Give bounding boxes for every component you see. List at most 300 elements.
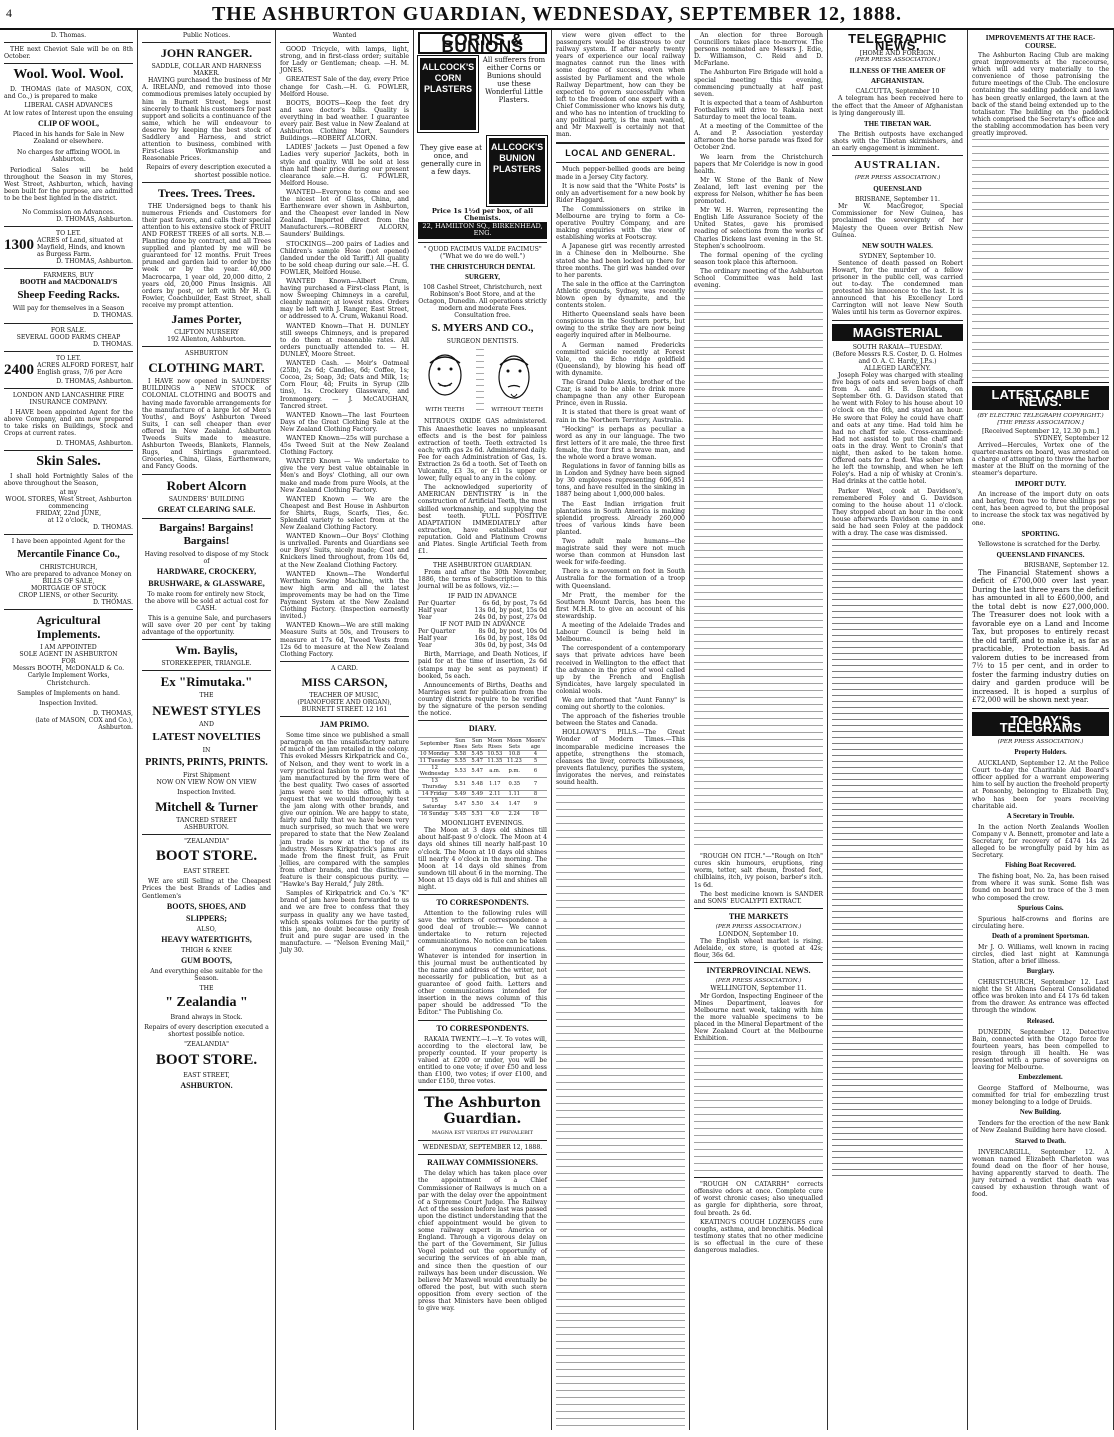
wanted-ad: WANTED Cash. — Moir's Oatmeal (25lb), 2s 6d; Candles, 6d; Coffee, 1s; Cocoa, 2s; Soap, 3d; Oats and Milk, 1s; Corn Flour, 4d; Fruits in Syrup (2lb tins), 1s. Crockery Glassware, and Ironmongery. — J. McCAUGHAN, Tancred street. (280, 360, 409, 410)
body-text-lines (972, 139, 1109, 379)
news-paragraph: It is now said that the "White Posts" is only an advertisement for a new book by Rider Haggard. (556, 182, 685, 204)
signature: D. THOMAS, Ashburton. (56, 215, 133, 223)
inspection-invited: Inspection Invited. (177, 788, 236, 796)
wool-text: D. THOMAS (late of MASON, COX, and Co.,) is prepared to make (4, 86, 133, 101)
saddle-maker: SADDLE, COLLAR AND HARNESS MAKER. (151, 63, 262, 78)
corns-ad (418, 56, 547, 134)
import-duty-heading: IMPORT DUTY. (1014, 480, 1067, 489)
col3-header: Wanted (332, 32, 357, 39)
correspondents-text: Attention to the following rules will save the writers of correspondence a good deal of trouble:— We cannot undertake to return rejected communications. No notice can be taken of anonymous communications. Whatever is intended for insertion in this journal must be authenticated by the name and address of the writer, not necessarily for publication, but as a guarantee of good faith. Letters and other communications intended for insertion in the news column of this paper should be addressed "To the Editor." The Publishing Co. (418, 910, 547, 1017)
news-paragraph: The sale in the office at the Carrington Athletic grounds, Sydney, was recently blown open by dynamite, and the contents stolen. (556, 280, 685, 310)
placed-text: Placed in his hands for Sale in New Zealand or elsewhere. (12, 130, 125, 145)
if-paid-advance: IF PAID IN ADVANCE (448, 592, 517, 600)
skin-sales-heading: Skin Sales. (36, 453, 101, 469)
saunders-building: SAUNDERS' BUILDING (168, 495, 245, 503)
for-sale-heading: FOR SALE. (50, 326, 87, 334)
myers-co: S. MYERS AND CO., (431, 322, 534, 335)
at-my: at my (59, 488, 78, 496)
the-2: THE (199, 985, 214, 993)
if-not-paid: IF NOT PAID IN ADVANCE (439, 620, 526, 628)
sydney-dateline: SYDNEY, September 12 (1034, 434, 1109, 442)
railway-text: The delay which has taken place over the appointment of a Chief Commissioner of Railways is much on a par with the delay over the appointment of a Supreme Court Judge. The Railway Act of the session before last was passed upon the distinct understanding that the chief appointment would be given to some railway expert in America or England. Through a vigorous delay on the part of the Government, Sir Julius Vogel pointed out the opportunity of securing the services of an able man, and since then the question of our railways has been under discussion. We believe Mr Maxwell would eventually be offered the post, but with such stern opposition from every section of the press that Ministers have been obliged to give way. (418, 1170, 547, 1313)
interest-text: At low rates of Interest upon the ensuing (4, 109, 133, 117)
great-clearing-sale: GREAT CLEARING SALE. (157, 504, 256, 514)
signature: D. THOMAS, Ashburton. (56, 377, 133, 385)
hardware-crockery: HARDWARE, CROCKERY, (156, 566, 257, 576)
thigh-knee: THIGH & KNEE (181, 946, 232, 954)
periodical-sales-text: Periodical Sales will be held throughout the Season in my Stores, West Street, Ashburton, which, having been built for the purpose, are admitted to be the best lighted in the district. (4, 167, 133, 203)
larceny-text-2: Parker West, cook at Davidson's, remembered Foley and G. Davidson coming to the house about 11 o'clock. They stopped about an hour in the cook house afterwards Davidson came in and said he had seen Foley at the paddock with a dray. The case was dismissed. (832, 487, 963, 538)
now-on-view: NOW ON VIEW NOW ON VIEW (156, 778, 257, 786)
bargains-heading: Bargains! Bargains! Bargains! (159, 521, 254, 547)
repairs-notice: Repairs of every description executed a shortest possible notice. (144, 1024, 269, 1039)
wanted-ads-list (280, 46, 409, 658)
london-dateline: LONDON, September 10. (718, 930, 799, 938)
they-give-ease: They give ease at once, and generally cure in a few days. (420, 144, 482, 177)
rate-row: Half year 13s 0d, by post, 15s 0d (418, 606, 547, 614)
home-foreign: [HOME AND FOREIGN. (859, 50, 936, 58)
news-paragraph: It is expected that a team of Ashburton Footballers will drive to Rakaia next Saturday to meet the local team. (694, 99, 823, 122)
fishing-boat-heading: Fishing Boat Recovered. (1005, 862, 1076, 870)
latest-cable-heading: LATEST CABLE NEWS. (972, 386, 1109, 410)
insurance-agent-text: I HAVE been appointed Agent for the above Company, and am now prepared to take risks on Buildings, Stock and Crops at current rates. (4, 409, 133, 438)
everything-text: And everything else suitable for the Season. (150, 967, 263, 982)
masthead (0, 0, 1114, 30)
without-teeth-caption: WITHOUT TEETH (491, 407, 544, 414)
burglary-text: CHRISTCHURCH, September 12. Last night the St Albans General Consolidated office was broken into and £4 17s 6d taken from the drawer. As entrance was effected through the window. (972, 979, 1109, 1015)
subscription-text: From and after the 30th November, 1886, the terms of Subscription to this journal will be as follows, viz.:— (418, 569, 547, 591)
wanted-ad: WANTED Known—The last Fourteen Days of the Great Clothing Sale at the New Zealand Clothing Factory. (280, 411, 409, 433)
news-paragraph: The best medicine known is SANDER and SONS' EUCALYPTI EXTRACT. (694, 890, 823, 905)
the-label: THE (199, 692, 214, 700)
signature: D. THOMAS, Ashburton. (56, 258, 133, 266)
acres-2400-number: 2400 (4, 361, 34, 378)
rates-advance (418, 600, 547, 621)
jam-text: Some time since we published a small paragraph on the unsatisfactory nature of much of the jam retailed in the colony. This evoked Messrs Kirkpatrick and Co., of Nelson, and they went to work in a very practical fashion to prove that the jam manufactured by the firm were of the best quality. Two cases of assorted jams were sent to this office, with a request that we would thoroughly test the jam along with other brands, and give our opinion. We are happy to state, fairly and fully that we have been very much surprised, so much that we were prepared to state that the New Zealand jam trade is now at the top of its industry. Messrs Kirkpatrick's jams are made from the finest fruit, as Fruit Jellies, are compared with the samples from other brands, and the distinctive feature is their conspicuous purity. — "Hawke's Bay Herald," July 28th. (280, 732, 409, 889)
genuine-text: This is a genuine Sale, and purchasers will save over 20 per cent by taking advantage of the opportunity. (142, 615, 271, 637)
brand-in-stock: Brand always in Stock. (170, 1014, 243, 1022)
signature: D. THOMAS. (92, 598, 133, 606)
per-press: (PER PRESS ASSOCIATION.) (997, 739, 1084, 745)
christchurch: CHRISTCHURCH, (39, 563, 98, 571)
released-text: DUNEDIN, September 12. Detective Bain, connected with the Otago force for fourteen years, has been compelled to resign through ill health. He was presented with a purse of sovereigns on leaving for Melbourne. (972, 1028, 1109, 1071)
news-paragraph: Much pepper-bellied goods are being made in a Jersey City factory. (556, 166, 685, 181)
face-without-teeth-icon (491, 349, 537, 407)
ex-rimutaka: Ex "Rimutaka." (160, 674, 253, 690)
moonlight-heading: MOONLIGHT EVENINGS. (441, 820, 524, 828)
room-text: To make room for entirely new Stock, the above will be sold at actual cost for CASH. (144, 590, 269, 612)
news-paragraph: "ROUGH ON ITCH."—"Rough on Itch" cures skin humours, eruptions, ring worm, tetter, salt rheum, frosted feet, chilblains, itch, ivy poison, barber's itch. 1s 6d. (694, 853, 823, 889)
repairs-text: Repairs of every description executed a shortest possible notice. (146, 164, 271, 179)
advance-money: Who are prepared to advance Money on (5, 570, 132, 578)
brisbane-text: Mr W. MacGregor, Special Commissioner for New Guinea, has proclaimed the sovereignty of her Majesty the Queen over British New Guinea. (832, 203, 963, 239)
wanted-ad: WANTED Known—Our Boys' Clothing is unrivalled. Parents and Guardians see our Boys' Suits, nicely made; Coat and Knickers lined throughout, from 10s 6d, at the New Zealand Clothing Factory. (280, 533, 409, 569)
teeth-illustration (418, 349, 547, 414)
local-paragraphs (556, 166, 685, 786)
christchurch-2: Christchurch. (46, 679, 91, 687)
starved-heading: Starved to Death. (1015, 1137, 1066, 1145)
wool-heading: Wool. Wool. Wool. (13, 67, 124, 83)
page-number: 4 (6, 6, 12, 20)
sydney-text: Arrived—Hercules, Vortex one of the quarter-masters on board, was arrested on a charge of attempting to throw the harbor master at the Bluff on the morning of the steamer's departure. (972, 441, 1109, 478)
james-porter: James Porter, (171, 312, 242, 326)
signature: D. THOMAS. (92, 340, 133, 348)
motto: MAGNA EST VERITAS ET PREVALEBIT (431, 1130, 534, 1137)
received-time: [Received September 12, 12.30 p.m.] (981, 427, 1099, 435)
ranger-text: HAVING purchased the business of Mr A. IRELAND, and removed into those commodious premises lately occupied by him in Burnett Street, begs most sincerely to thank his customers for past support and solicits a continuance of the same, which he will endeavour to deserve by keeping the best stock of Saddlery and Harness, and strict attention to business, combined with First-class Workmanship and Reasonable Prices. (142, 77, 271, 163)
death-text: Mr J. O. Williams, well known in racing circles, died last night at Kamnunga Station, after a brief illness. (972, 943, 1109, 965)
to-let-heading-2: TO LET. (56, 354, 81, 362)
markets-sub: (PER PRESS ASSOCIATION.) (715, 923, 802, 930)
also-label: ALSO, (196, 925, 217, 933)
keatings-lozenges: KEATING'S COUGH LOZENGES cure coughs, asthma, and bronchitis. Medical testimony states that no other medicine is so effectual in the cure of these dangerous maladies. (694, 1218, 823, 1254)
quod-facimus: " QUOD FACIMUS VALDE FACIMUS" ("What we do we do well.") (423, 245, 542, 260)
interprovincial-text: Mr Gordon, Inspecting Engineer of the Mines Department, leaves for Melbourne next week, taking with him the more valuable specimens to be placed in the Mineral Department of the New Zealand Court at the Melbourne Exhibition. (694, 992, 823, 1043)
wanted-ad: BOOTS, BOOTS—Keep the feet dry and save doctor's bills. Quality is everything in bad weather. I guarantee every pair. Best value in New Zealand at Ashburton Clothing Mart, Saunders Buildings.—ROBERT ALCORN. (280, 99, 409, 143)
nitrous-oxide-text: NITROUS OXIDE GAS administered. This Anaesthetic leaves no unpleasant effects and is the best for painless extraction of teeth. Teeth extracted 1s each; with gas 2s 6d. Administered daily. Fee for each Administration of Gas, 1s. Extraction 2s 6d a tooth. Set of Teeth on Vulcanite, £3 3s, or £1 1s upper or lower, fully equal to any in the colony. (418, 418, 547, 483)
booth-mcdonald: Messrs BOOTH, McDONALD & Co. (12, 665, 125, 673)
news-paragraph: The ordinary meeting of the Ashburton School Committee was held last evening. (694, 267, 823, 290)
by-cable: (BY ELECTRIC TELEGRAPH COPYRIGHT.) (977, 413, 1104, 420)
skin-sales-text: I shall hold Fortnightly Sales of the above throughout the Season, (4, 472, 133, 487)
moonlight-text: The Moon at 3 days old shines till about half-past 9 o'clock. The Moon at 4 days old shines till nearly half-past 10 o'clock. The Moon at 10 days old shines till nearly 4 o'clock in the morning. The Moon at 14 days old shines from sundown till about 6 in the morning. The Moon at 15 days old is full and shines all night. (418, 827, 547, 891)
property-text: AUCKLAND, September 12. At the Police Court to-day the Charitable Aid Board's officer applied for a warrant empowering him to sell by auction the freehold property at Ponsonby, belonging to Elizabeth Day, who has been for years receiving charitable aid. (972, 760, 1109, 810)
plaster-price: Price 1s 1½d per box, of all Chemists. (431, 207, 534, 223)
signature-sub: (late of MASON, COX and Co.), Ashburton. (35, 716, 133, 731)
east-street: EAST STREET. (183, 868, 230, 876)
to-correspondents: TO CORRESPONDENTS. (436, 898, 529, 908)
surgeon-dentists: SURGEON DENTISTS. (446, 338, 519, 346)
wanted-ad: GOOD Tricycle, with lamps, light, strong, and in first-class order; suitable for Lady or Gentleman; cheap. —H. M. JONES. (280, 46, 409, 75)
signature: D. THOMAS. (92, 524, 133, 532)
and-label: AND (199, 720, 214, 728)
miss-carson: MISS CARSON, (301, 674, 388, 689)
spurious-text: Spurious half-crowns and florins are circulating here. (972, 915, 1109, 930)
acres-1300-ad (4, 237, 133, 258)
column-8 (968, 30, 1114, 1430)
signature: D. THOMAS, (92, 709, 133, 717)
london-lancashire: LONDON AND LANCASHIRE FIRE INSURANCE COMPANY. (12, 392, 125, 407)
rate-row: Year 24s 0d, by post, 27s 0d (418, 613, 547, 621)
dental-surgery: THE CHRISTCHURCH DENTAL SURGERY, (430, 262, 535, 281)
ashburton-2: ASHBURTON. (184, 824, 229, 832)
oclock: at 12 o'clock, (47, 517, 90, 525)
guardian-label: THE ASHBURTON GUARDIAN. (433, 562, 532, 570)
news-paragraph: We learn from the Christchurch papers that Mr Coleridge is now in good health. (694, 153, 823, 175)
acres-2400-ad (4, 362, 133, 378)
calcutta-text: A telegram has been received here to the effect that the Ameer of Afghanistan is lying dangerously ill. (832, 95, 963, 117)
heavy-watertights: HEAVY WATERTIGHTS, (161, 934, 252, 944)
for-label: FOR (61, 658, 76, 666)
tibetan-war-heading: THE TIBETAN WAR. (863, 119, 932, 128)
east-street-2: EAST STREET, (183, 1071, 230, 1079)
body-text-lines (832, 539, 963, 1179)
news-paragraph: There is a movement on foot in South Australia for the formation of a troop with Queensland. (556, 568, 685, 590)
racecourse-text: The Ashburton Racing Club are making great improvements at the racecourse, which will add very materially to the convenience of those patronising the future meetings of the Club. The enclosure containing the saddling paddock and lawn has been greatly enlarged, the lawn at the back of the stand being extended up to the totalisator. The building on the paddock which comprised the Secretary's office and the stabling accommodation has been very greatly improved. (972, 52, 1109, 138)
interprovincial-sub: (PER PRESS ASSOCIATION.) (715, 978, 802, 985)
trees-text: THE Undersigned begs to thank his numerous Friends and Customers for their past favors, and calls their special attention to his extensive stock of FRUIT AND FOREST TREES of all sorts. N.B.—Planting done by contract, and all Trees supplied and planted by me will be guaranteed for 12 months. Fruit Trees pruned and garden laid to order by the week or by the year. 40,000 Macrocarpa, 1 year old, 20,000 ditto, 2 years old, 20,000 Pinus Insignis. All orders by post, or left with Mr H. G. Fowler, Coachbuilder, East Street, shall receive my prompt attention. (142, 202, 271, 309)
qld-finances-heading: QUEENSLAND FINANCES. (996, 550, 1085, 559)
friday-date: FRIDAY, 22nd JUNE, (35, 510, 102, 518)
news-paragraph: The Ashburton Fire Brigade will hold a special meeting this evening, commencing punctually at half past seven. (694, 69, 823, 98)
table-row: 10 Monday 5.58 5.45 10.53 10.8 4 (418, 751, 547, 758)
news-paragraph: The formal opening of the cycling season took place this afternoon. (694, 251, 823, 266)
column-2 (138, 30, 276, 1430)
rate-row: Per Quarter 8s 0d, by post, 10s 0d (418, 628, 547, 636)
news-paragraph: The East Indian irrigation fruit plantations in South America is making splendid progress. Already 260,000 trees of various kinds have been planted. (556, 500, 685, 536)
i-am-appointed: I AM APPOINTED (40, 644, 97, 652)
bills-of-sale: BILLS OF SALE, (42, 577, 95, 585)
news-paragraph: HOLLOWAY'S PILLS.—The Great Wonder of Modern Times.—This incomparable medicine increases the appetite, strengthens the stomach, cleanses the liver, corrects biliousness, prevents flatulency, purifies the system, invigorates the nerves, and reinstates sound health. (556, 729, 685, 786)
embezzlement-text: George Stafford of Melbourne, was committed for trial for embezzling trust money belonging to a lodge of Druids. (972, 1085, 1109, 1107)
wanted-ad: WANTED Known—We are still making Measure Suits at 50s, and Trousers to measure at 17s 6d, Tweed Vests from 12s 6d to measure at the New Zealand Clothing Factory. (280, 622, 409, 658)
first-shipment: First Shipment (182, 771, 231, 779)
racecourse-heading: IMPROVEMENTS AT THE RACE-COURSE. (985, 34, 1096, 50)
body-text-lines (694, 1044, 823, 1174)
interprovincial-heading: INTERPROVINCIAL NEWS. (706, 966, 811, 976)
rates-not-advance (418, 628, 547, 649)
body-text-lines (556, 788, 685, 1430)
news-paragraph: Mr Pratt, the member for the Southern Mount Darcis, has been the first M.H.R. to give an account of his stewardship. (556, 591, 685, 620)
cheviot-sale-notice: THE next Cheviot Sale will be on 8th October. (4, 46, 133, 61)
news-paragraph: Mr W. H. Warren, representing the English Life Assurance Society of the United States, gave his promised reading of selections from the works of Charles Dickens last evening in the St. Stephen's schoolroom. (694, 207, 823, 250)
news-paragraph: Hitherto Queensland seals have been conspicuous in the Southern ports, but owing to the strike they are now being eagerly inquired after in Melbourne. (556, 311, 685, 340)
no-commission-text: No Commission on Advances. (22, 208, 115, 216)
zealandia-label-2: "ZEALANDIA" (184, 1041, 229, 1049)
inspection-invited: Inspection Invited. (39, 699, 98, 707)
wool-stores: WOOL STORES, West Street, Ashburton (5, 495, 132, 503)
ashburton-label: ASHBURTON (184, 350, 229, 358)
agricultural-implements: Agricultural Implements. (36, 613, 101, 642)
table-row: 13 Thursday 5.51 5.48 1.17 0.35 7 (418, 778, 547, 791)
ashburton-3: ASHBURTON. (180, 1080, 233, 1090)
rate-row: Half year 16s 0d, by post, 18s 0d (418, 635, 547, 643)
larceny-text: Joseph Foley was charged with stealing five bags of oats and seven bags of chaff from A. and H. B. Davidson, on September 6th. G. Davidson stated that he went with Foley to his house about 10 o'clock on the 6th, and stayed an hour. He swore that Foley he could have chaff and oats at any time. Had told him he had no chaff for sale. Cross-examined: Had not assisted to put the chaff and oats in the dray. Went to Cronin's that night, then asked to be taken home. Offered oats for a feed. Was sober when he left the township, and when he left Foley's. Had a nip of whisky at Cronin's. Had drinks at the cattle hotel. (832, 372, 963, 486)
wanted-ad: LADIES' Jackets — Just Opened a few Ladies very superior Jackets, both in style and quality. Will be sold at less than half their price during our present clearance sale.—H. G. FOWLER, Melford House. (280, 144, 409, 187)
crop-liens: CROP LIENS, or other Security. (18, 591, 119, 599)
rakaia-reply: RAKAIA TWENTY.—I.—Y. To votes will, according to the electoral law, be properly counted. If your property is valued at £200 or under, you will be entitled to one vote; if over £50 and less than £100, two votes; if over £100, and under £150, three votes. (418, 1035, 547, 1086)
resolved-text: Having resolved to dispose of my Stock of (144, 550, 269, 565)
all-sufferers: All sufferers from either Corns or Bunions should use these Wonderful Little Plasters. (482, 56, 546, 105)
building-text: Tenders for the erection of the new Bank of New Zealand Building here have closed. (972, 1120, 1109, 1135)
fishing-text: The fishing boat, No. 2a, has been raised from where it was sunk. Some fish was found on board but no trace of the 3 men who composed the crew. (972, 873, 1109, 902)
column-6 (690, 30, 828, 1430)
magisterial-heading: MAGISTERIAL (832, 324, 963, 341)
diary-heading: DIARY. (468, 724, 497, 734)
mortgage-of-stock: MORTGAGE OF STOCK (30, 584, 107, 592)
spurious-coins-heading: Spurious Coins. (1017, 904, 1064, 912)
acres-2400-text: ACRES ALFORD FOREST, half English grass, 7/6 per Acre (37, 361, 133, 376)
news-paragraph: The correspondent of a contemporary says that private advices have been received in Wellington to the effect that the advance in the price of wool called up by the French and English Syndicates, have largely speculated in colonial wools. (556, 645, 685, 695)
mercantile-finance: Mercantile Finance Co., (17, 548, 120, 560)
a-card: A CARD. (330, 664, 358, 672)
brisbane-dateline: BRISBANE, September 12. (1023, 561, 1109, 569)
news-paragraph: We are informed that "Aunt Fanny" is coming out shortly to the colonies. (556, 696, 685, 712)
american-dentistry-text: The acknowledged superiority of AMERICAN DENTISTRY is in the construction of Artificial Teeth, the most skilled workmanship, and supplying the best teeth. FULL POSITIVE ADAPTATION IMMEDIATELY after extraction, have established our reputation. Gold and Platinum Crowns and Plates. Single Artificial Teeth from £1. (418, 484, 547, 556)
embezzlement-heading: Embezzlement. (1018, 1074, 1063, 1082)
released-heading: Released. (1026, 1017, 1055, 1025)
import-duty-text: An increase of the import duty on oats and barley, from two to three shillings per cent, has been agreed to, but the proposal to increase the stock tax was negatived by one. (972, 491, 1109, 527)
no-charges-text: No charges for affixing WOOL in Ashburton. (17, 148, 120, 163)
announcements-notice: Announcements of Births, Deaths and Marriages sent for publication from the country districts require to be verified by the signature of the person sending the notice. (418, 681, 547, 718)
news-paragraph: Mr W. Stone of the Bank of New Zealand, left last evening per the express for Nelson, whither he has been promoted. (694, 176, 823, 206)
clothing-mart: CLOTHING MART. (148, 360, 265, 376)
before-magistrates: (Before Messrs R.S. Coster, D. G. Holmes and O. A. C. Hardy, J.P.s.) (832, 350, 963, 365)
storekeeper-triangle: STOREKEEPER, TRIANGLE. (161, 660, 252, 668)
tancred-street: TANCRED STREET (176, 817, 237, 824)
prints-heading: PRINTS, PRINTS, PRINTS. (145, 756, 268, 768)
news-paragraph: A meeting of the Adelaide Trades and Labour Council is being held in Melbourne. (556, 622, 685, 644)
clip-of-wool: CLIP OF WOOL, (37, 118, 100, 128)
wm-baylis: Wm. Baylis, (175, 643, 238, 658)
table-row: 14 Friday 5.49 5.49 2.11 1.11 8 (418, 791, 547, 798)
body-text-lines (694, 291, 823, 851)
wanted-ad: STOCKINGS—200 pairs of Ladies and Children's sample Hose (not opened) (landed under the old Tariff.) All quality to be sold cheap during our sale.—H. G. FOWLER, Melford House. (280, 240, 409, 276)
gum-boots: GUM BOOTS, (180, 955, 233, 965)
wanted-ad: WANTED Known — We undertake to give the very best value obtainable in Men's and Boys' Clothing, all our own make and made from pure Wools, at the New Zealand Clothing Factory. (280, 458, 409, 494)
rough-on-catarrh: "ROUGH ON CATARRH" corrects offensive odors at once. Complete cure of worst chronic cases; also unequalled as gargle for diphtheria, sore throat, foul breath. 2s 6d. (694, 1181, 823, 1217)
news-paragraph: The Commissioners on strike in Melbourne are trying to form a Co-operative Poultry Company, and are making enquiries with the view of establishing works at Footscray. (556, 205, 685, 242)
still-selling-text: WE are still Selling at the Cheapest Prices the best Brands of Ladies and Gentlemen's (142, 878, 271, 900)
editorial-date: WEDNESDAY, SEPTEMBER 12, 1888. (422, 1144, 543, 1152)
acres-1300-number: 1300 (4, 236, 34, 253)
new-building-heading: New Building. (1019, 1109, 1062, 1117)
col2-header: Public Notices. (182, 32, 231, 39)
news-paragraph: The approach of the fisheries trouble between the States and Canada. (556, 713, 685, 728)
booth-macdonald: BOOTH and MACDONALD'S (19, 279, 118, 287)
clifton-nursery: CLIFTON NURSERY (174, 329, 239, 336)
corns-bunions-title: CORNS & BUNIONS (418, 32, 547, 54)
news-paragraph: At a meeting of the Committee of the A. and P. Association yesterday afternoon the horse parade was fixed for October 2nd. (694, 123, 823, 152)
column-4 (414, 30, 552, 1430)
teacher-of-music: TEACHER OF MUSIC, (309, 691, 380, 699)
face-with-teeth-icon (422, 349, 468, 407)
col1-header: D. Thomas. (50, 32, 87, 39)
liberal-advances: LIBERAL CASH ADVANCES (24, 102, 113, 110)
boot-store: BOOT STORE. (155, 848, 258, 865)
john-ranger: JOHN RANGER. (160, 46, 253, 61)
jam-text-2: Samples of Kirkpatrick and Co.'s "K" brand of jam have been forwarded to us and we are free to confess that they surpass in quality any we have tasted, which speaks volumes for the purity of this jam, no doubt because only fresh fruit and pure sugar are used in the manufacture. — "Nelson Evening Mail," July 30. (280, 890, 409, 954)
allcocks-bunion-plasters: ALLCOCK'S BUNION PLASTERS (487, 136, 547, 206)
australian-heading: AUSTRALIAN. (854, 159, 941, 172)
editorial-continued: view were given effect to the passengers would be disastrous to our railway system. If after nearly twenty years of experience our local railway magnates cannot run the lines with some degree of success, even when assisted by Parliament and the whole Railway Department, how can they be expected to govern successfully when left to the freedom of one expert with a Chief Commissioner who knows his duty, and who has no intention of truckling to any political party, is the man wanted, and Mr Maxwell is certainly not that man. (556, 32, 685, 139)
per-press-assoc: (PER PRESS ASSOCIATION.) (854, 175, 941, 182)
sole-agent: SOLE AGENT IN ASHBURTON (19, 651, 118, 659)
south-rakaia: SOUTH RAKAIA—TUESDAY. (852, 343, 943, 351)
starved-text: INVERCARGILL, September 12. A woman named Elizabeth Charleton was found dead on the floor of her house, having apparently starved to death. The jury returned a verdict that death was caused by exhaustion through want of food. (972, 1148, 1109, 1199)
sydney-text: Sentence of death passed on Robert Howart, for the murder of a fellow prisoner in the public cell, was carried out to-day. The condemned man protested his innocence to the last. It is announced that his Excellency Lord Carrington will not leave New South Wales until his term as Governor expires. (832, 259, 963, 317)
burglary-heading: Burglary. (1026, 968, 1055, 976)
column-5 (552, 30, 690, 1430)
guardian-nameplate: The Ashburton Guardian. (424, 1095, 541, 1128)
latest-novelties: LATEST NOVELTIES (152, 730, 261, 743)
news-paragraph: Regulations in favor of fanning bills as in London and Sydney have been signed by 30 employees representing 606,851 tons, and have resulted in the sinking in 1887 being about 1,000,000 bales. (556, 463, 685, 499)
pianoforte-organ: (PIANOFORTE AND ORGAN), (297, 698, 392, 706)
railway-commissioners: RAILWAY COMMISSIONERS. (427, 1158, 538, 1168)
wanted-ad: WANTED Known — We are the Cheapest and Best House in Ashburton for Shirts, Rugs, Scarfs, Ties, &c. Splendid variety to select from at the New Zealand Clothing Factory. (280, 495, 409, 532)
signature: D. THOMAS, Ashburton. (56, 439, 133, 447)
tibetan-text: The British outposts have exchanged shots with the Tibetan skirmishers, and an early engagement is imminent. (832, 130, 963, 152)
carlyle-works: Carlyle Implement Works, (27, 672, 110, 680)
plaster-address: 22, HAMILTON SQ., BIRKENHEAD, ENG. (418, 222, 547, 238)
secretary-trouble-heading: A Secretary in Trouble. (1006, 812, 1075, 820)
wanted-ad: WANTED Known—That H. DUNLEY still sweeps Chimneys, and is prepared to do them at reasonable rates. All orders punctually attended to. — H. DUNLEY, Moore Street. (280, 322, 409, 358)
wanted-ad: WANTED Known—25s will purchase a 45s Tweed Suit at the New Zealand Clothing Factory. (280, 434, 409, 457)
clothing-text: I HAVE now opened in SAUNDERS' BUILDINGS a NEW STOCK of COLONIAL CLOTHING and BOOTS and having made favorable arrangements for the manufacture of a large lot of Men's Youths', and Boys' Ashburton Tweed Suits, I can sell cheaper than ever offered in New Zealand. Ashburton Tweeds Suits made to measure. Ashburton Tweeds, Blankets, Flannels, Rugs, and Shirtings guaranteed. Groceries, China, Glass, Earthenware, and Fancy Goods. (142, 378, 271, 471)
wellington-dateline: WELLINGTON, September 11. (710, 985, 807, 993)
column-1 (0, 30, 138, 1430)
brushware-glassware: BRUSHWARE, & GLASSWARE, (148, 578, 265, 588)
table-row: 12 Wednesday 5.53 5.47 a.m. p.m. 6 (418, 765, 547, 778)
markets-heading: THE MARKETS (728, 911, 789, 921)
dental-address: 108 Cashel Street, Christchurch, next Robinson's Boot Store, and at the Octagon, Dunedin. All operations strictly modern and moderate Fees. Consultation free. (418, 283, 547, 320)
racks-text: Will pay for themselves in a Season (12, 305, 125, 313)
press-association: (PER PRESS ASSOCIATION.) (854, 57, 941, 64)
column-7 (828, 30, 968, 1430)
jam-primo: JAM PRIMO. (320, 720, 369, 730)
secretary-text: In the action North Zealands Woollen Company v A. Bennett, promoter and late a Secretary, for recovery of £474 14s 2d alleged to be wrongfully paid by him as Secretary. (972, 823, 1109, 860)
farmers-buy: FARMERS, BUY (43, 272, 94, 280)
ameer-illness-heading: ILLNESS OF THE AMEER OF AFGHANISTAN. (849, 67, 946, 86)
table-row: 15 Saturday 5.47 5.50 3.4 1.47 9 (418, 798, 547, 811)
markets-text: The English wheat market is rising. Adelaide, ex store, is quoted at 42s; flour, 36s 6d. (694, 938, 823, 960)
borough-election: An election for three Borough Councillors takes place to-morrow. The persons nominated are Messrs J. Edie, D. Williamson, C. Reid and D. McFarlane. (694, 32, 823, 68)
column-3 (276, 30, 414, 1430)
births-notice: Birth, Marriage, and Death Notices, if paid for at the time of insertion, 2s 6d (stamps may be sent as payment) if booked, 5s each. (418, 651, 547, 680)
wanted-ad: WANTED Known—Albert Crum, having purchased a First-class Plant, is now Sweeping Chimneys in a careful, cleanly manner, at lowest rates. Orders may be left with J. Ranger, East Street, or addressed to A. Crum, Wakanui Road. (280, 278, 409, 321)
news-paragraph: "Hocking" is perhaps as peculiar a word as any in our language. The two first letters of it are male, the three first female, the four first a brave man, and the whole word a brave woman. (556, 425, 685, 461)
to-let-heading: TO LET. (56, 229, 81, 237)
alleged-larceny: ALLEGED LARCENY. (864, 364, 931, 372)
local-general-heading: LOCAL AND GENERAL. (565, 148, 676, 159)
with-teeth-caption: WITH TEETH (425, 407, 465, 414)
corns-ad-2 (418, 136, 547, 208)
sporting-heading: SPORTING. (1021, 529, 1060, 538)
slippers: SLIPPERS; (186, 913, 227, 923)
trees-heading: Trees. Trees. Trees. (157, 185, 256, 200)
news-paragraph: A German named Fredericks committed suicide recently at Forest Vale, on the Echo ridge goldfield (Queensland), by blowing his head off with dynamite. (556, 341, 685, 377)
press-assoc: [THE PRESS ASSOCIATION.] (997, 420, 1084, 427)
table-row: 16 Sunday 5.45 5.51 4.0 2.24 10 (418, 811, 547, 818)
news-paragraph: A Japanese girl was recently arrested in a Chinese den in Melbourne. She stated she had been locked up there for three months. The girl was handed over to her parents. (556, 243, 685, 279)
allcocks-corn-plasters: ALLCOCK'S CORN PLASTERS (418, 56, 478, 132)
news-paragraph: Two adult male humans—the magistrate said they were not much worse than common at Hunsdon last week for wife-feeding. (556, 538, 685, 567)
rate-row: Year 30s 0d, by post, 34s 0d (418, 642, 547, 650)
samples-on-hand: Samples of Implements on hand. (17, 689, 120, 697)
telegraphic-news-heading: TELEGRAPHIC NEWS. (848, 31, 947, 54)
todays-telegrams-heading: TO-DAY'S TELEGRAMS (972, 712, 1109, 736)
sydney-dateline: SYDNEY, September 10. (859, 252, 936, 260)
zealandia-label: "ZEALANDIA" (184, 838, 229, 846)
newspaper-title: THE ASHBURTON GUARDIAN, WEDNESDAY, SEPTEMBER 12, 1888. (211, 2, 903, 25)
burnett-street: BURNETT STREET. 12 161 (301, 706, 388, 714)
nsw-heading: NEW SOUTH WALES. (862, 241, 933, 250)
zealandia-brand: " Zealandia " (165, 995, 248, 1011)
brisbane-dateline: BRISBANE, September 11. (854, 196, 941, 204)
wanted-ad: GREATEST Sale of the day, every Price change for Cash.—H. G. FOWLER, Melford House. (280, 76, 409, 98)
acres-1300-text: ACRES of Land, situated at Mayfield, Hinds, and known as Burgess Farm. (37, 236, 125, 258)
finances-text: The Financial Statement shows a deficit of £700,000 over last year. During the last three years the deficit has amounted in all to £600,000, and the total debt is now £27,000,000. The Treasurer does not look with a favorable eye on a Land and Income Tax, but proposes to entirely recast the old tariff, and to make it, as far as practicable, Protection basis. Ad valorem duties to be increased from 7½ to 15 per cent, and in order to foster the farming industry duties on dairy and garden produce will be increased. It is hoped a surplus of £72,000 will be shown next year. (972, 568, 1109, 705)
news-paragraph: The Grand Duke Alexis, brother of the Czar, is said to be able to drink more champagne than any other European Prince, even in Russia. (556, 379, 685, 408)
several-farms: SEVERAL GOOD FARMS CHEAP (16, 333, 121, 341)
queensland-heading: QUEENSLAND (873, 185, 922, 194)
sporting-text: Yellowstone is scratched for the Derby. (978, 540, 1101, 548)
death-sportsman-heading: Death of a prominent Sportsman. (991, 932, 1090, 940)
news-paragraph: It is stated that there is great want of rain in the Northern Territory, Australia. (556, 409, 685, 424)
table-row: 11 Tuesday 5.55 5.47 11.35 11.23 5 (418, 758, 547, 765)
boots-shoes: BOOTS, SHOES, AND (166, 901, 247, 911)
sheep-feeding-racks: Sheep Feeding Racks. (17, 289, 120, 302)
